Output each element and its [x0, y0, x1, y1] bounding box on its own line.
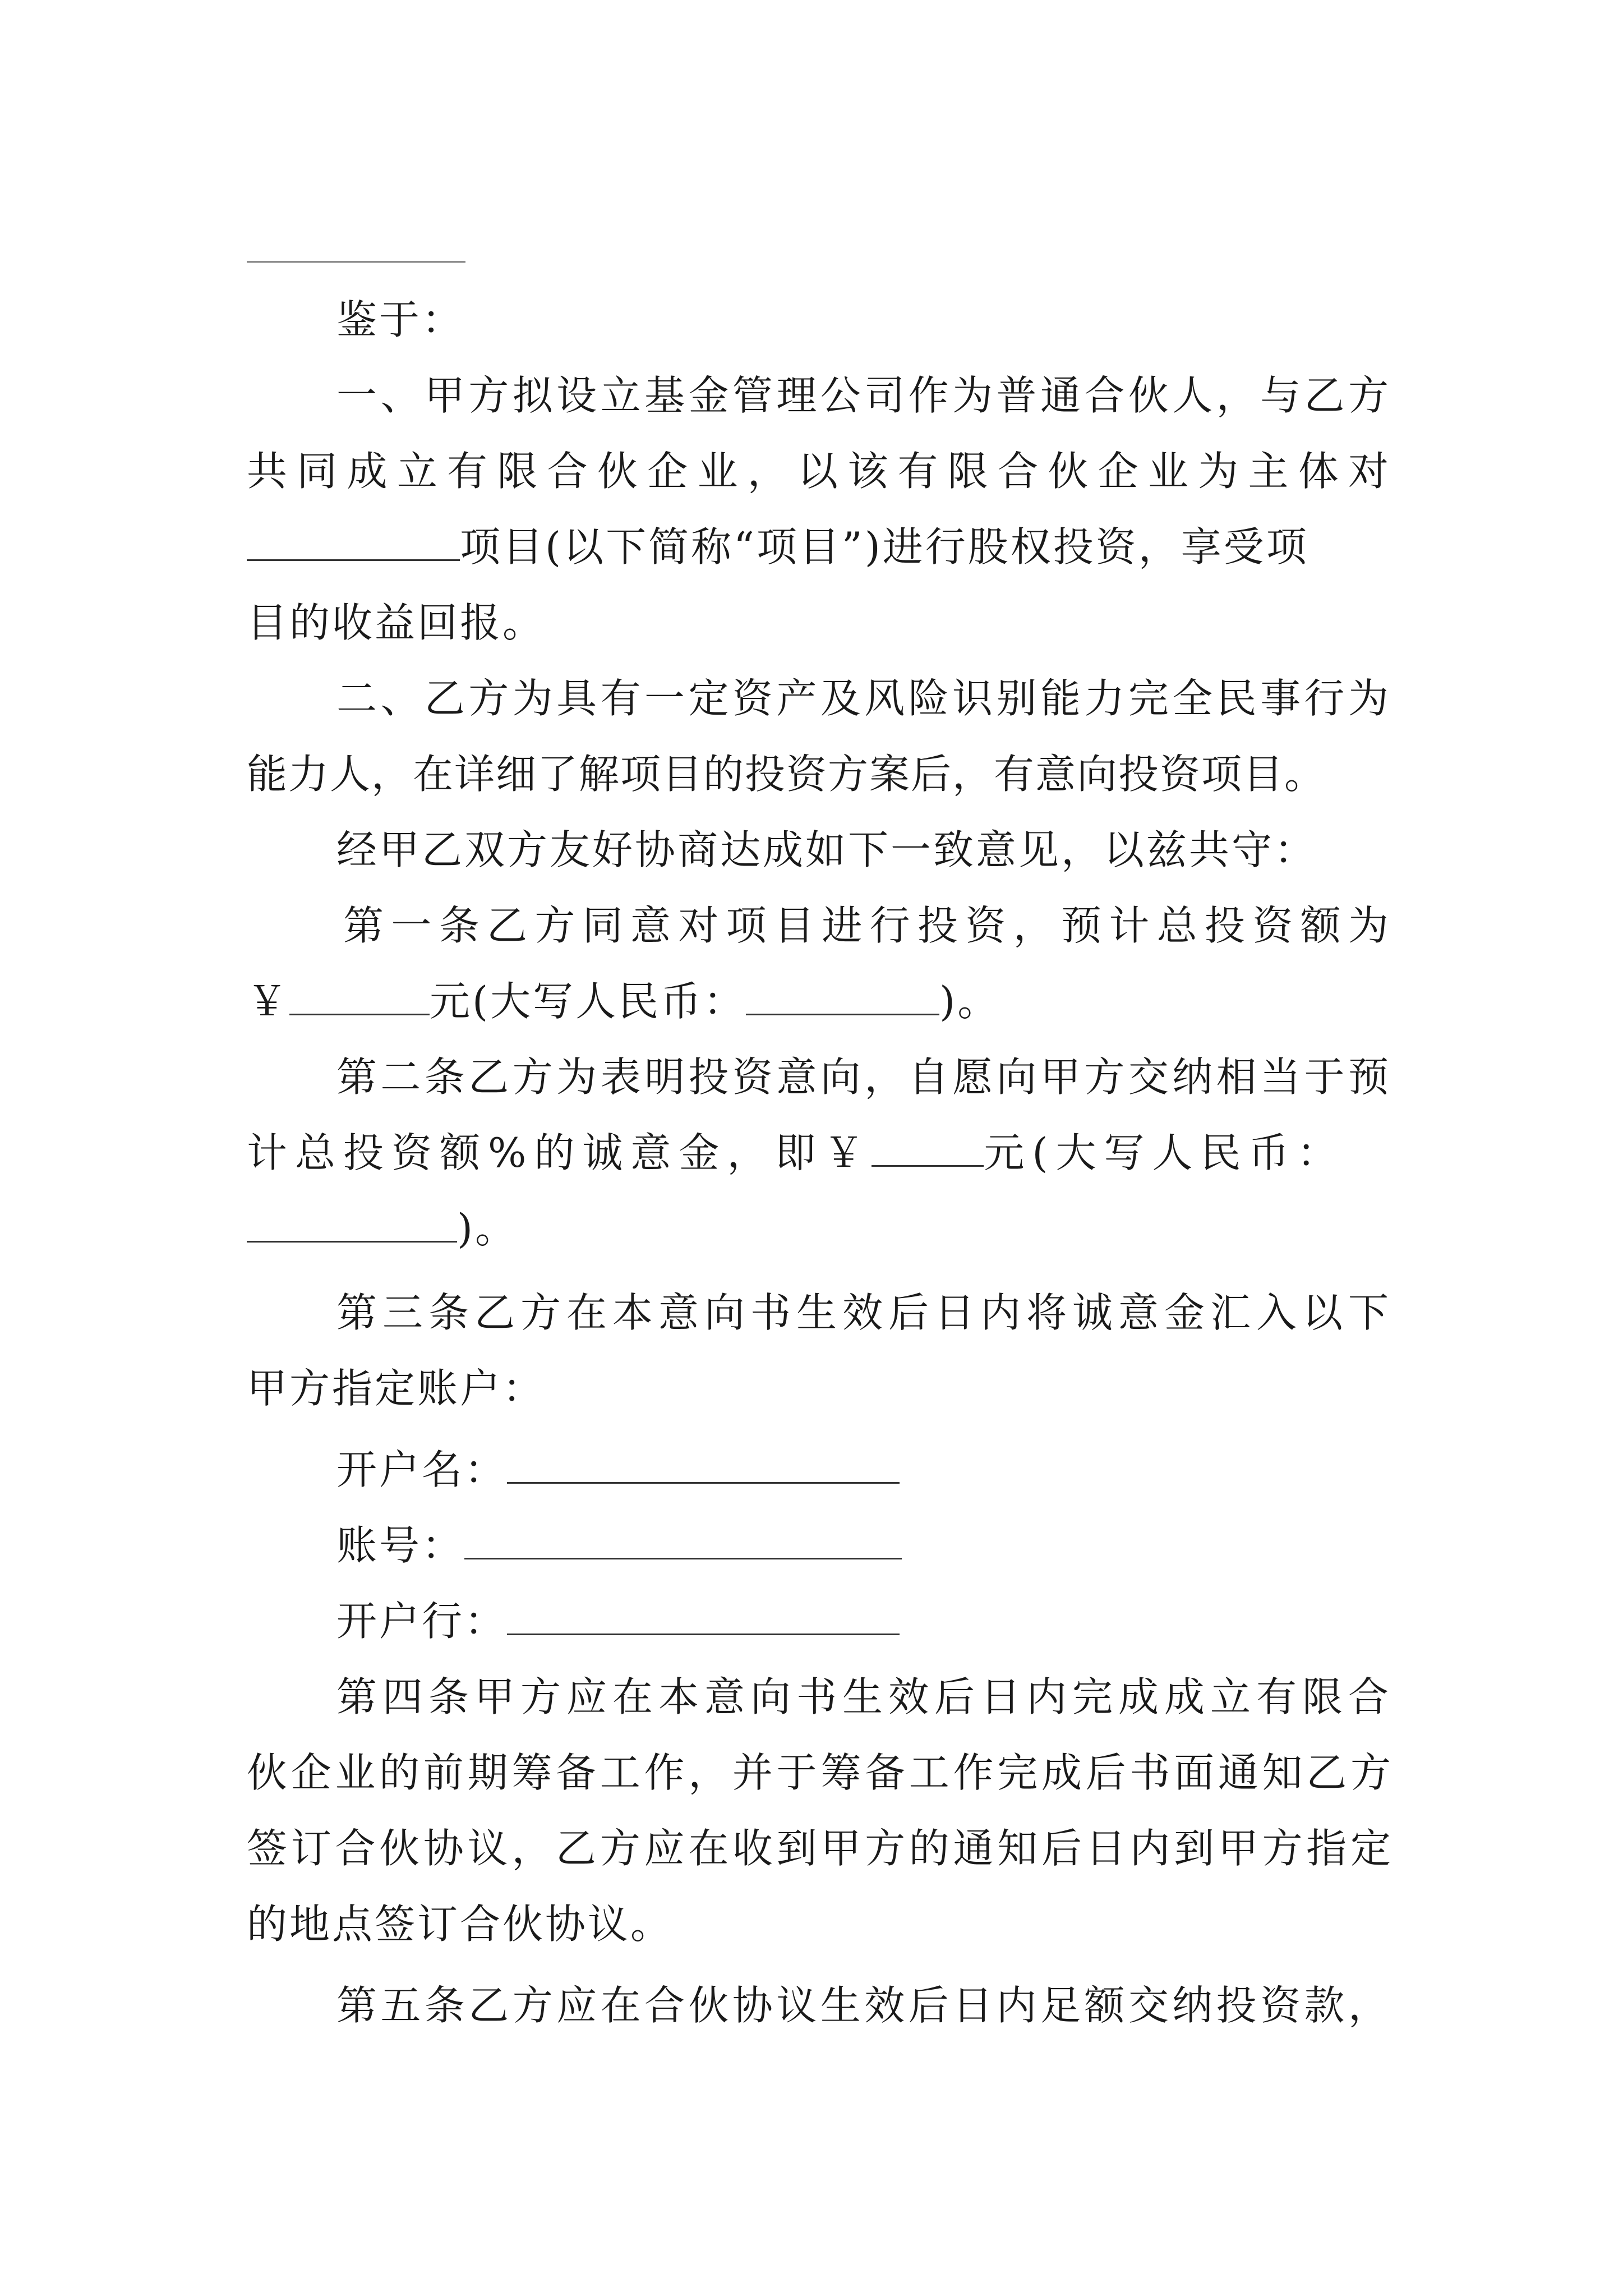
item2-line2: 能力人，在详细了解项目的投资方案后，有意向投资项目。: [247, 751, 1326, 798]
account-bank-label: 开户行：: [336, 1598, 508, 1645]
account-name-field[interactable]: [507, 1443, 900, 1484]
consensus-line: 经甲乙双方友好协商达成如下一致意见，以兹共守：: [336, 826, 1317, 873]
article1-line2: [247, 973, 1391, 1029]
item1-line3-text: 项目(以下简称“项目”)进行股权投资，享受项: [460, 523, 1309, 570]
total-investment-caps-blank[interactable]: [746, 974, 939, 1015]
article2-line3: [247, 1200, 1391, 1257]
article4-line2: 伙企业的前期筹备工作，并于筹备工作完成后书面通知乙方: [247, 1749, 1391, 1796]
article3-line2: 甲方指定账户：: [247, 1365, 546, 1412]
article4-line1: 第四条甲方应在本意向书生效后日内完成成立有限合: [336, 1673, 1391, 1720]
deposit-amount-blank[interactable]: [872, 1126, 984, 1167]
article2-line2: [247, 1125, 1391, 1181]
item1-line3: [247, 519, 1391, 575]
account-number-field[interactable]: [464, 1519, 902, 1559]
article4-line4: 的地点签订合伙协议。: [247, 1901, 674, 1948]
article5-line1: 第五条乙方应在合伙协议生效后日内足额交纳投资款，: [336, 1982, 1391, 2029]
project-name-blank[interactable]: [247, 520, 460, 561]
account-name-label: 开户名：: [336, 1446, 508, 1493]
article1-currency: ￥: [247, 978, 290, 1025]
item1-line4: 目的收益回报。: [247, 599, 546, 646]
total-investment-amount-blank[interactable]: [289, 974, 430, 1015]
article2-line1: 第二条乙方为表明投资意向，自愿向甲方交纳相当于预: [336, 1053, 1391, 1101]
whereas-heading: 鉴于：: [336, 296, 465, 343]
deposit-caps-blank[interactable]: [247, 1202, 457, 1243]
article4-line3: 签订合伙协议，乙方应在收到甲方的通知后日内到甲方指定: [247, 1825, 1391, 1872]
account-bank-field[interactable]: [507, 1594, 900, 1635]
account-name-row: [336, 1442, 1391, 1498]
item1-line1: 一、甲方拟设立基金管理公司作为普通合伙人，与乙方: [336, 372, 1391, 419]
article1-caps-label: 元(大写人民币：: [430, 978, 746, 1025]
article2-deposit-text: 计总投资额%的诚意金，即￥: [247, 1129, 872, 1176]
article2-caps-label: 元(大写人民币：: [984, 1129, 1345, 1176]
item1-line2: 共同成立有限合伙企业，以该有限合伙企业为主体对: [247, 448, 1391, 495]
item2-line1: 二、乙方为具有一定资产及风险识别能力完全民事行为: [336, 675, 1391, 722]
account-number-row: [336, 1517, 1391, 1573]
account-number-label: 账号：: [336, 1522, 465, 1569]
header-rule: [247, 261, 465, 263]
article2-close: )。: [457, 1205, 518, 1252]
article1-close: )。: [939, 978, 1000, 1025]
account-bank-row: [336, 1593, 1391, 1649]
article1-line1: 第一条乙方同意对项目进行投资，预计总投资额为: [343, 902, 1391, 949]
article3-line1: 第三条乙方在本意向书生效后日内将诚意金汇入以下: [336, 1289, 1391, 1336]
